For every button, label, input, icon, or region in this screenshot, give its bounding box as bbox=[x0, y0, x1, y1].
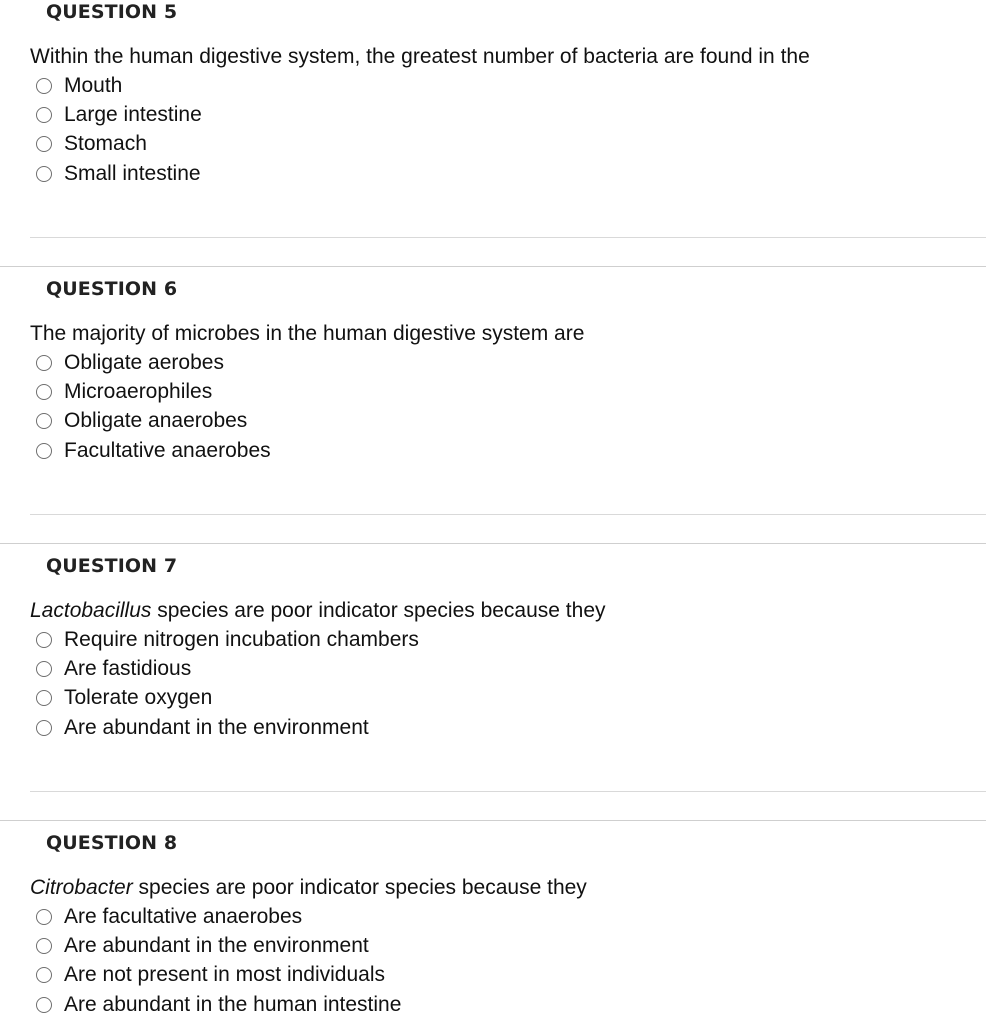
radio-button[interactable] bbox=[36, 107, 52, 123]
answer-option-label: Are fastidious bbox=[64, 657, 192, 681]
question-separator bbox=[0, 820, 986, 821]
answer-option-label: Facultative anaerobes bbox=[64, 438, 271, 462]
radio-button[interactable] bbox=[36, 997, 52, 1013]
radio-button[interactable] bbox=[36, 443, 52, 459]
radio-button[interactable] bbox=[36, 690, 52, 706]
section-divider bbox=[30, 514, 986, 515]
answer-options bbox=[36, 625, 419, 743]
radio-button[interactable] bbox=[36, 938, 52, 954]
answer-option-label: Mouth bbox=[64, 73, 123, 97]
answer-options bbox=[36, 71, 202, 189]
answer-option-label: Are abundant in the environment bbox=[64, 715, 369, 739]
answer-option[interactable] bbox=[36, 348, 271, 377]
question-title: QUESTION 8 bbox=[46, 832, 178, 854]
answer-options bbox=[36, 348, 271, 466]
radio-button[interactable] bbox=[36, 136, 52, 152]
question-prompt-text: Within the human digestive system, the greatest number of bacteria are found in the bbox=[30, 45, 810, 68]
radio-button[interactable] bbox=[36, 720, 52, 736]
answer-option-label: Obligate anaerobes bbox=[64, 409, 248, 433]
answer-option-label: Are abundant in the environment bbox=[64, 934, 369, 958]
section-divider bbox=[30, 791, 986, 792]
answer-option[interactable] bbox=[36, 71, 202, 100]
answer-option[interactable] bbox=[36, 713, 419, 742]
answer-option-label: Obligate aerobes bbox=[64, 350, 224, 374]
answer-option-label: Are abundant in the human intestine bbox=[64, 992, 402, 1016]
answer-option-label: Are facultative anaerobes bbox=[64, 904, 303, 928]
answer-option[interactable] bbox=[36, 377, 271, 406]
answer-option-label: Tolerate oxygen bbox=[64, 686, 213, 710]
radio-button[interactable] bbox=[36, 967, 52, 983]
question-separator bbox=[0, 543, 986, 544]
answer-option-label: Are not present in most individuals bbox=[64, 963, 385, 987]
question-prompt bbox=[30, 876, 587, 900]
answer-option-label: Require nitrogen incubation chambers bbox=[64, 627, 419, 651]
question-prompt bbox=[30, 322, 584, 346]
answer-option[interactable] bbox=[36, 931, 401, 960]
question-prompt-text: The majority of microbes in the human digestive system are bbox=[30, 322, 585, 345]
radio-button[interactable] bbox=[36, 632, 52, 648]
question-prompt-text: species are poor indicator species because they bbox=[151, 599, 606, 622]
answer-option-label: Small intestine bbox=[64, 161, 201, 185]
question-prompt-text: species are poor indicator species because they bbox=[132, 876, 587, 899]
question-prompt-italic: Lactobacillus bbox=[30, 599, 152, 622]
question-prompt bbox=[30, 599, 606, 623]
section-divider bbox=[30, 237, 986, 238]
answer-option[interactable] bbox=[36, 436, 271, 465]
answer-option[interactable] bbox=[36, 625, 419, 654]
question-prompt-italic: Citrobacter bbox=[30, 876, 133, 899]
answer-option[interactable] bbox=[36, 684, 419, 713]
answer-option[interactable] bbox=[36, 961, 401, 990]
radio-button[interactable] bbox=[36, 355, 52, 371]
answer-option[interactable] bbox=[36, 130, 202, 159]
answer-option[interactable] bbox=[36, 990, 401, 1019]
question-title: QUESTION 7 bbox=[46, 555, 178, 577]
answer-options bbox=[36, 902, 401, 1020]
question-prompt bbox=[30, 45, 810, 69]
answer-option-label: Microaerophiles bbox=[64, 380, 213, 404]
question-title: QUESTION 6 bbox=[46, 278, 178, 300]
answer-option[interactable] bbox=[36, 902, 401, 931]
answer-option-label: Stomach bbox=[64, 132, 147, 156]
radio-button[interactable] bbox=[36, 413, 52, 429]
answer-option[interactable] bbox=[36, 159, 202, 188]
radio-button[interactable] bbox=[36, 78, 52, 94]
radio-button[interactable] bbox=[36, 661, 52, 677]
answer-option-label: Large intestine bbox=[64, 103, 202, 127]
radio-button[interactable] bbox=[36, 166, 52, 182]
answer-option[interactable] bbox=[36, 407, 271, 436]
answer-option[interactable] bbox=[36, 654, 419, 683]
answer-option[interactable] bbox=[36, 100, 202, 129]
question-separator bbox=[0, 266, 986, 267]
radio-button[interactable] bbox=[36, 909, 52, 925]
question-title: QUESTION 5 bbox=[46, 1, 178, 23]
radio-button[interactable] bbox=[36, 384, 52, 400]
